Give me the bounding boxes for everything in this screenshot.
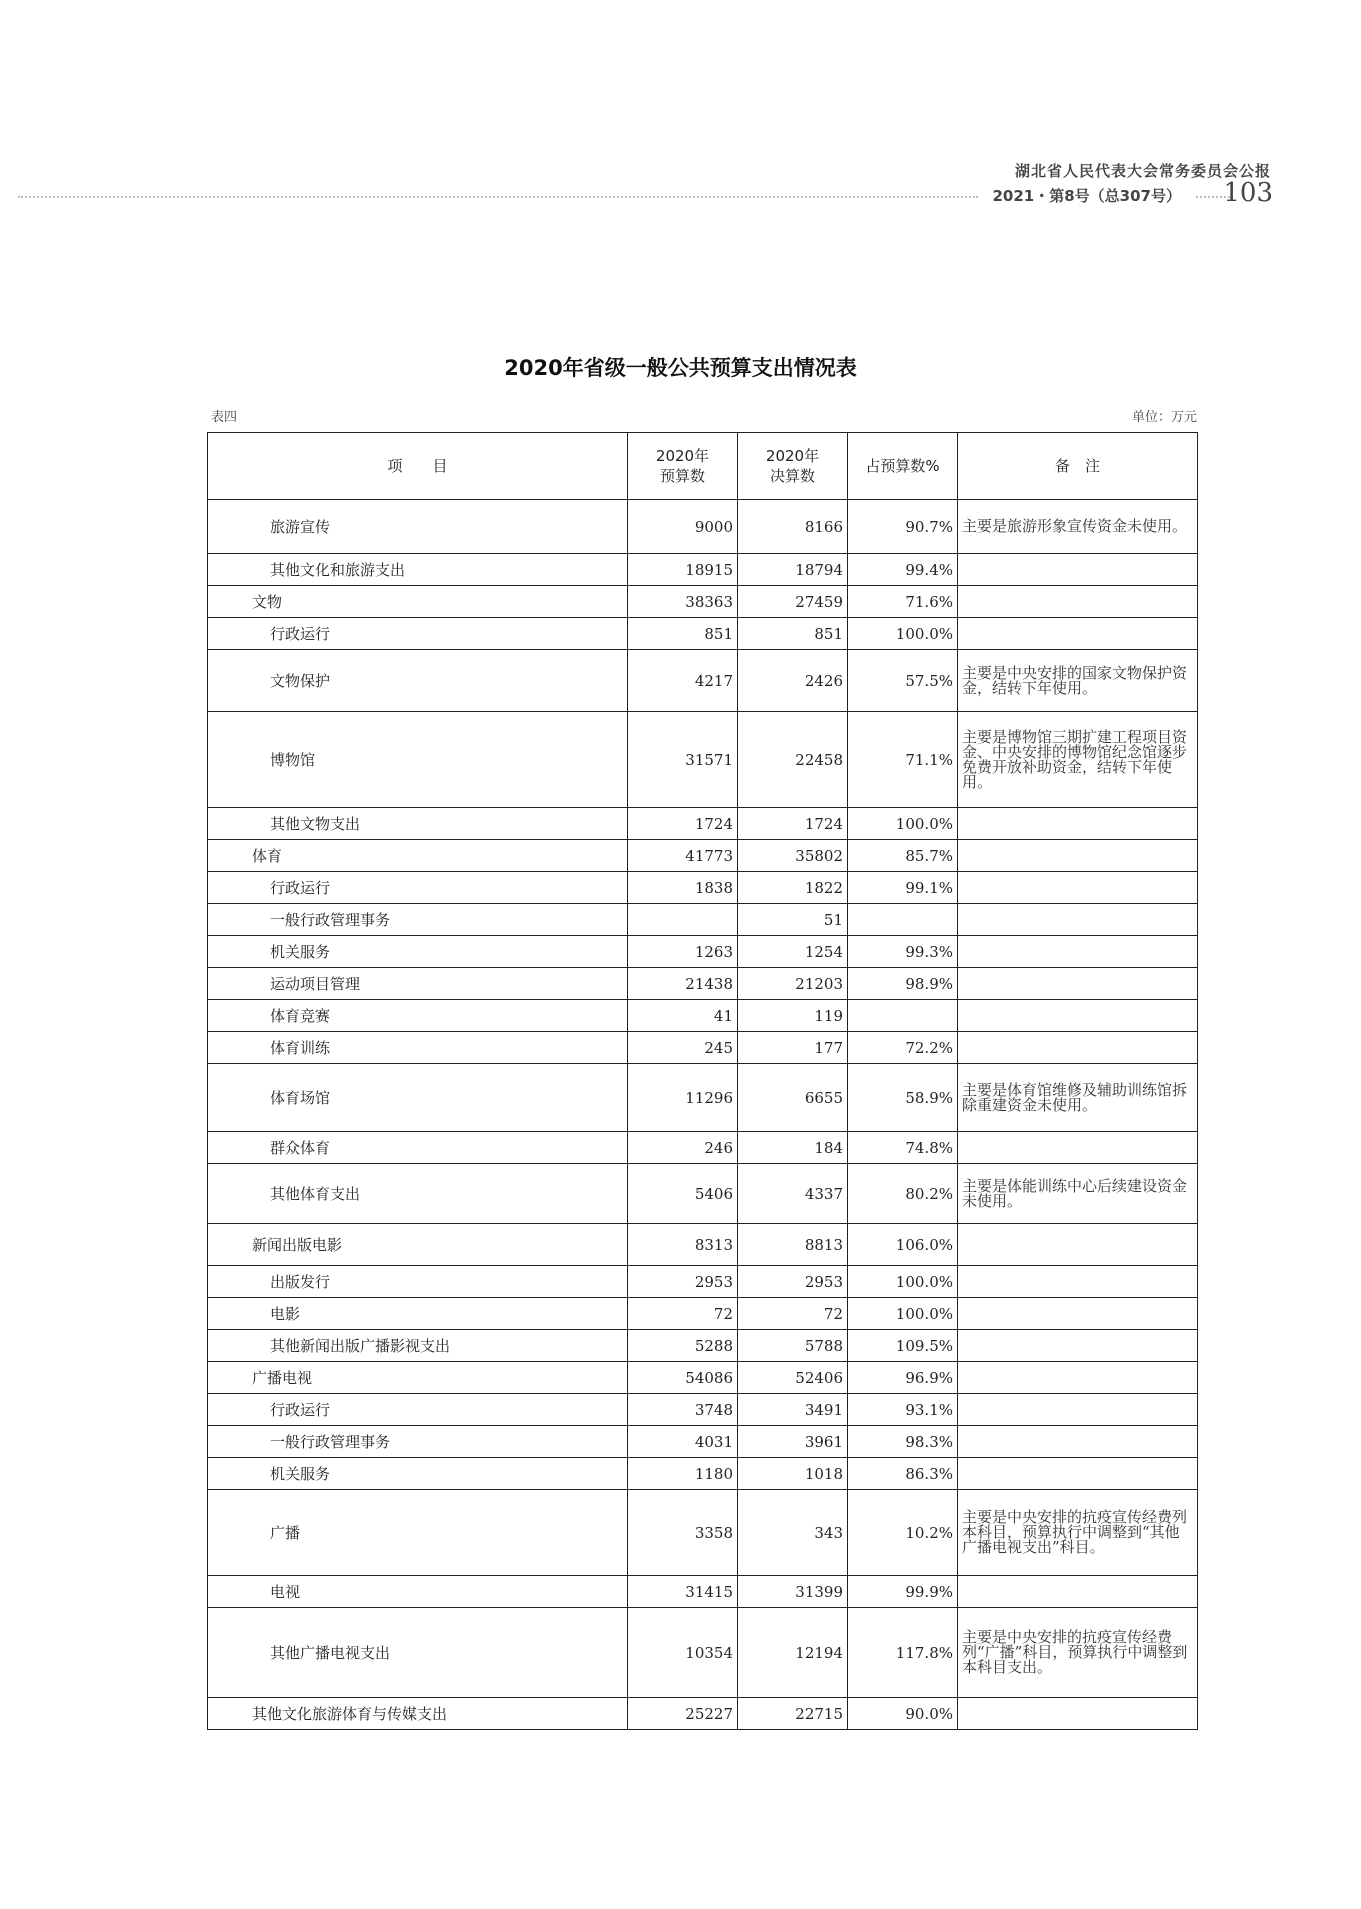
row-note	[958, 1458, 1198, 1490]
table-row	[208, 968, 1198, 1000]
row-final-value: 8813	[738, 1224, 848, 1266]
row-ratio-value: 93.1%	[848, 1394, 958, 1426]
row-budget-value: 851	[628, 618, 738, 650]
row-note	[958, 1298, 1198, 1330]
row-final-value: 35802	[738, 840, 848, 872]
row-budget-value: 72	[628, 1298, 738, 1330]
table-body	[208, 500, 1198, 1730]
table-label: 表四	[211, 410, 238, 425]
row-item-name: 其他新闻出版广播影视支出	[208, 1330, 628, 1362]
row-item-name: 行政运行	[208, 618, 628, 650]
row-note	[958, 554, 1198, 586]
row-final-value: 27459	[738, 586, 848, 618]
table-row	[208, 872, 1198, 904]
row-final-value: 851	[738, 618, 848, 650]
column-header-item: 项 目	[208, 433, 628, 500]
row-ratio-value: 100.0%	[848, 808, 958, 840]
row-ratio-value: 100.0%	[848, 1266, 958, 1298]
row-budget-value: 54086	[628, 1362, 738, 1394]
row-budget-value: 41773	[628, 840, 738, 872]
row-item-name: 文物	[208, 586, 628, 618]
row-ratio-value: 98.9%	[848, 968, 958, 1000]
budget-table	[207, 432, 1198, 1730]
table-row	[208, 1458, 1198, 1490]
table-row	[208, 1394, 1198, 1426]
row-item-name: 电影	[208, 1298, 628, 1330]
row-final-value: 18794	[738, 554, 848, 586]
row-item-name: 文物保护	[208, 650, 628, 712]
row-note	[958, 586, 1198, 618]
table-row	[208, 1362, 1198, 1394]
row-ratio-value: 98.3%	[848, 1426, 958, 1458]
table-row	[208, 936, 1198, 968]
row-item-name: 广播电视	[208, 1362, 628, 1394]
row-final-value: 5788	[738, 1330, 848, 1362]
table-header-row	[208, 433, 1198, 500]
table-row	[208, 1164, 1198, 1224]
row-final-value: 51	[738, 904, 848, 936]
row-final-value: 21203	[738, 968, 848, 1000]
row-final-value: 2426	[738, 650, 848, 712]
table-row	[208, 1132, 1198, 1164]
row-final-value: 3491	[738, 1394, 848, 1426]
row-item-name: 其他文化和旅游支出	[208, 554, 628, 586]
row-budget-value: 5288	[628, 1330, 738, 1362]
column-header-note: 备 注	[958, 433, 1198, 500]
row-budget-value: 41	[628, 1000, 738, 1032]
row-ratio-value: 100.0%	[848, 618, 958, 650]
table-row	[208, 1426, 1198, 1458]
row-item-name: 体育场馆	[208, 1064, 628, 1132]
table-row	[208, 618, 1198, 650]
header-divider	[18, 196, 978, 198]
row-note	[958, 1032, 1198, 1064]
row-note	[958, 1132, 1198, 1164]
row-budget-value: 1180	[628, 1458, 738, 1490]
row-item-name: 体育训练	[208, 1032, 628, 1064]
column-header-final-line1: 2020年	[765, 447, 820, 465]
row-ratio-value: 99.3%	[848, 936, 958, 968]
column-header-final-line2: 决算数	[769, 467, 815, 485]
row-ratio-value: 90.7%	[848, 500, 958, 554]
row-note: 主要是中央安排的抗疫宣传经费列“广播”科目，预算执行中调整到本科目支出。	[958, 1608, 1198, 1698]
row-note	[958, 618, 1198, 650]
row-budget-value: 3748	[628, 1394, 738, 1426]
row-final-value: 1822	[738, 872, 848, 904]
row-item-name: 群众体育	[208, 1132, 628, 1164]
row-ratio-value: 117.8%	[848, 1608, 958, 1698]
row-budget-value: 31571	[628, 712, 738, 808]
row-final-value: 8166	[738, 500, 848, 554]
row-note	[958, 1224, 1198, 1266]
row-ratio-value: 109.5%	[848, 1330, 958, 1362]
row-ratio-value	[848, 1000, 958, 1032]
row-final-value: 3961	[738, 1426, 848, 1458]
header-divider-short	[1196, 196, 1230, 198]
column-header-budget	[628, 433, 738, 500]
row-ratio-value: 90.0%	[848, 1698, 958, 1730]
row-final-value: 343	[738, 1490, 848, 1576]
row-note	[958, 1426, 1198, 1458]
table-row	[208, 1608, 1198, 1698]
row-ratio-value: 71.6%	[848, 586, 958, 618]
row-item-name: 出版发行	[208, 1266, 628, 1298]
row-final-value: 6655	[738, 1064, 848, 1132]
table-row	[208, 1266, 1198, 1298]
publication-name: 湖北省人民代表大会常务委员会公报	[1014, 162, 1271, 180]
row-budget-value: 9000	[628, 500, 738, 554]
row-note	[958, 1362, 1198, 1394]
row-note	[958, 1266, 1198, 1298]
row-item-name: 行政运行	[208, 1394, 628, 1426]
row-note: 主要是体能训练中心后续建设资金未使用。	[958, 1164, 1198, 1224]
row-ratio-value	[848, 904, 958, 936]
table-row	[208, 500, 1198, 554]
row-item-name: 博物馆	[208, 712, 628, 808]
row-budget-value: 4031	[628, 1426, 738, 1458]
row-ratio-value: 74.8%	[848, 1132, 958, 1164]
row-budget-value: 1724	[628, 808, 738, 840]
row-item-name: 其他文化旅游体育与传媒支出	[208, 1698, 628, 1730]
row-item-name: 其他广播电视支出	[208, 1608, 628, 1698]
table-row	[208, 1576, 1198, 1608]
row-note: 主要是中央安排的国家文物保护资金，结转下年使用。	[958, 650, 1198, 712]
row-ratio-value: 80.2%	[848, 1164, 958, 1224]
row-final-value: 52406	[738, 1362, 848, 1394]
row-budget-value: 31415	[628, 1576, 738, 1608]
row-note	[958, 904, 1198, 936]
row-ratio-value: 99.1%	[848, 872, 958, 904]
column-header-budget-line2: 预算数	[659, 467, 705, 485]
row-budget-value: 10354	[628, 1608, 738, 1698]
column-header-budget-line1: 2020年	[655, 447, 710, 465]
row-final-value: 31399	[738, 1576, 848, 1608]
row-budget-value: 246	[628, 1132, 738, 1164]
row-note	[958, 936, 1198, 968]
table-title: 2020年省级一般公共预算支出情况表	[504, 356, 857, 380]
row-item-name: 广播	[208, 1490, 628, 1576]
row-budget-value: 1263	[628, 936, 738, 968]
row-ratio-value: 85.7%	[848, 840, 958, 872]
row-note: 主要是博物馆三期扩建工程项目资金、中央安排的博物馆纪念馆逐步免费开放补助资金，结转下年使用。	[958, 712, 1198, 808]
row-budget-value: 3358	[628, 1490, 738, 1576]
row-item-name: 体育	[208, 840, 628, 872]
table-row	[208, 650, 1198, 712]
row-ratio-value: 86.3%	[848, 1458, 958, 1490]
row-item-name: 体育竞赛	[208, 1000, 628, 1032]
row-note	[958, 808, 1198, 840]
row-item-name: 运动项目管理	[208, 968, 628, 1000]
row-note	[958, 1394, 1198, 1426]
row-item-name: 电视	[208, 1576, 628, 1608]
row-item-name: 机关服务	[208, 1458, 628, 1490]
row-budget-value: 25227	[628, 1698, 738, 1730]
row-final-value: 22715	[738, 1698, 848, 1730]
row-budget-value: 11296	[628, 1064, 738, 1132]
row-final-value: 184	[738, 1132, 848, 1164]
row-note	[958, 840, 1198, 872]
unit-label: 单位：万元	[1131, 410, 1197, 425]
table-row	[208, 1064, 1198, 1132]
table-row	[208, 1330, 1198, 1362]
row-note	[958, 1698, 1198, 1730]
row-final-value: 1254	[738, 936, 848, 968]
table-row	[208, 1000, 1198, 1032]
row-final-value: 12194	[738, 1608, 848, 1698]
column-header-ratio: 占预算数%	[848, 433, 958, 500]
table-row	[208, 1032, 1198, 1064]
row-note: 主要是旅游形象宣传资金未使用。	[958, 500, 1198, 554]
table-row	[208, 712, 1198, 808]
row-note: 主要是体育馆维修及辅助训练馆拆除重建资金未使用。	[958, 1064, 1198, 1132]
column-header-final	[738, 433, 848, 500]
row-item-name: 其他文物支出	[208, 808, 628, 840]
row-budget-value: 2953	[628, 1266, 738, 1298]
table-row	[208, 840, 1198, 872]
row-item-name: 机关服务	[208, 936, 628, 968]
row-note	[958, 968, 1198, 1000]
row-budget-value: 1838	[628, 872, 738, 904]
table-row	[208, 1298, 1198, 1330]
row-ratio-value: 71.1%	[848, 712, 958, 808]
row-item-name: 其他体育支出	[208, 1164, 628, 1224]
row-note	[958, 872, 1198, 904]
row-ratio-value: 99.4%	[848, 554, 958, 586]
row-ratio-value: 10.2%	[848, 1490, 958, 1576]
row-final-value: 2953	[738, 1266, 848, 1298]
row-final-value: 72	[738, 1298, 848, 1330]
page-number: 103	[1223, 178, 1273, 208]
row-ratio-value: 57.5%	[848, 650, 958, 712]
table-row	[208, 1698, 1198, 1730]
row-budget-value: 38363	[628, 586, 738, 618]
row-final-value: 177	[738, 1032, 848, 1064]
row-ratio-value: 100.0%	[848, 1298, 958, 1330]
row-ratio-value: 99.9%	[848, 1576, 958, 1608]
row-item-name: 旅游宣传	[208, 500, 628, 554]
row-note: 主要是中央安排的抗疫宣传经费列本科目，预算执行中调整到“其他广播电视支出”科目。	[958, 1490, 1198, 1576]
row-budget-value: 8313	[628, 1224, 738, 1266]
issue-number: 2021・第8号（总307号）	[992, 187, 1181, 205]
row-final-value: 1018	[738, 1458, 848, 1490]
row-item-name: 新闻出版电影	[208, 1224, 628, 1266]
row-final-value: 1724	[738, 808, 848, 840]
row-note	[958, 1000, 1198, 1032]
table-row	[208, 1490, 1198, 1576]
table-row	[208, 904, 1198, 936]
table-row	[208, 808, 1198, 840]
row-final-value: 119	[738, 1000, 848, 1032]
row-budget-value: 21438	[628, 968, 738, 1000]
row-final-value: 22458	[738, 712, 848, 808]
row-budget-value: 245	[628, 1032, 738, 1064]
row-item-name: 一般行政管理事务	[208, 1426, 628, 1458]
table-row	[208, 554, 1198, 586]
row-budget-value: 5406	[628, 1164, 738, 1224]
row-budget-value: 18915	[628, 554, 738, 586]
row-ratio-value: 58.9%	[848, 1064, 958, 1132]
row-item-name: 行政运行	[208, 872, 628, 904]
row-budget-value: 4217	[628, 650, 738, 712]
row-ratio-value: 106.0%	[848, 1224, 958, 1266]
table-row	[208, 1224, 1198, 1266]
table-row	[208, 586, 1198, 618]
row-budget-value	[628, 904, 738, 936]
row-ratio-value: 72.2%	[848, 1032, 958, 1064]
row-ratio-value: 96.9%	[848, 1362, 958, 1394]
row-note	[958, 1576, 1198, 1608]
row-note	[958, 1330, 1198, 1362]
row-item-name: 一般行政管理事务	[208, 904, 628, 936]
row-final-value: 4337	[738, 1164, 848, 1224]
